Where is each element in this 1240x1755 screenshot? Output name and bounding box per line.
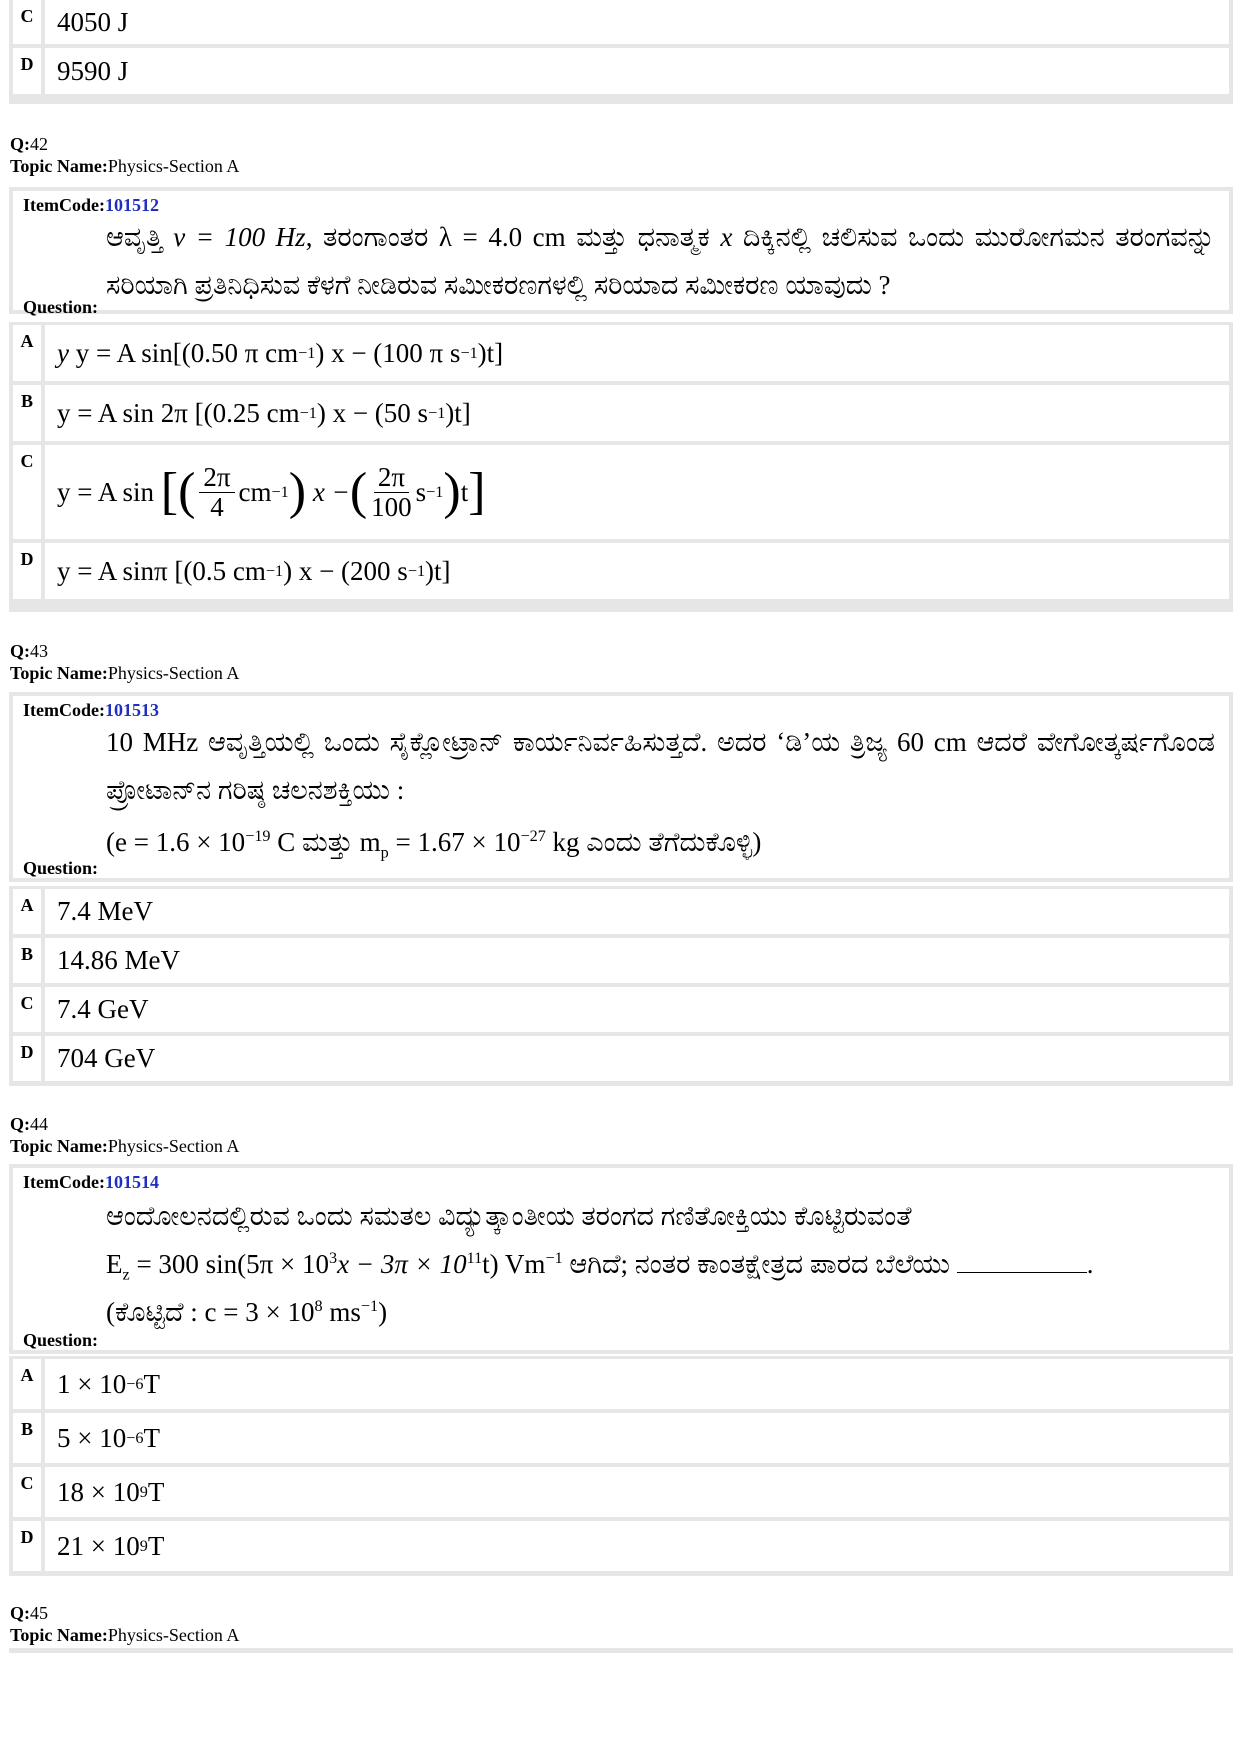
answer-blank: [957, 1272, 1087, 1273]
question-header-45: Q:45 Topic Name:Physics-Section A: [10, 1603, 240, 1645]
question-box-42: [9, 187, 1233, 317]
option-b[interactable]: B y = A sin 2π [(0.25 cm −1 ) x − (50 s −1 )t]: [13, 385, 1229, 441]
option-a[interactable]: A 1 × 10 −6 T: [13, 1359, 1229, 1409]
option-letter: D: [13, 48, 41, 94]
option-c[interactable]: [13, 0, 1229, 44]
option-text: 4050 J: [45, 0, 1229, 44]
option-text: 9590 J: [45, 48, 1229, 94]
options-44: [9, 1356, 1233, 1576]
question-number: 42: [30, 134, 48, 154]
option-text: 18 × 10 9 T: [45, 1467, 1229, 1517]
item-code: ItemCode:101513: [23, 700, 159, 720]
question-box-45-top: [9, 1648, 1233, 1653]
question-header-44: Q:44 Topic Name:Physics-Section A: [10, 1114, 240, 1156]
option-b[interactable]: B 14.86 MeV: [13, 938, 1229, 983]
question-box-43: [9, 692, 1233, 882]
option-text: 7.4 GeV: [45, 987, 1229, 1032]
option-text: y = A sin [( $\frac{2\pi}{4}$ cm −1 ) x − ( $\frac{2\pi}{100}$ s −1 ) t ]: [45, 445, 1229, 539]
topic-name: Physics-Section A: [107, 1136, 240, 1156]
question-box-44: [9, 1164, 1233, 1354]
option-text: y y = A sin[(0.50 π cm −1 ) x − (100 π s −1 )t]: [45, 325, 1229, 381]
option-c[interactable]: C y = A sin [( $\frac{2\pi}{4}$ cm −1 ) x − ( $\frac{2\pi}{100}$ s −1 ) t ]: [13, 445, 1229, 539]
question-number: 45: [30, 1603, 48, 1623]
question-number: 44: [30, 1114, 48, 1134]
question-text: ಆಂದೋಲನದಲ್ಲಿರುವ ಒಂದು ಸಮತಲ ವಿದ್ಯುತ್ಕಾಂತೀಯ ತರಂಗದ ಗಣಿತೋಕ್ತಿಯು ಕೊಟ್ಟಿರುವಂತೆ $E_z = 300$ $\sin(5\pi \times 10^3x - 3\pi \times 10^{11}t)$ $Vm^{-1}$ ಆಗಿದೆ; ನಂತರ ಕಾಂತಕ್ಷೇತ್ರದ ಪಾರದ ಬೆಲೆಯು . (ಕೊಟ್ಟಿದೆ : $c = 3 \times 10^8$ $ms^{-1}$): [106, 1201, 1094, 1327]
option-d[interactable]: D 21 × 10 9 T: [13, 1521, 1229, 1571]
option-text: 704 GeV: [45, 1036, 1229, 1081]
topic-name: Physics-Section A: [107, 156, 240, 176]
option-a[interactable]: A 7.4 MeV: [13, 889, 1229, 934]
topic-name: Physics-Section A: [107, 663, 240, 683]
option-text: 14.86 MeV: [45, 938, 1229, 983]
option-text: y = A sinπ [(0.5 cm −1 ) x − (200 s −1 )t]: [45, 543, 1229, 599]
option-d[interactable]: D 704 GeV: [13, 1036, 1229, 1081]
option-d[interactable]: [13, 48, 1229, 94]
question-label: Question:: [23, 858, 99, 878]
option-b[interactable]: B 5 × 10 −6 T: [13, 1413, 1229, 1463]
option-text: 5 × 10 −6 T: [45, 1413, 1229, 1463]
options-43: [9, 886, 1233, 1086]
option-a[interactable]: A y y = A sin[(0.50 π cm −1 ) x − (100 π s −1 )t]: [13, 325, 1229, 381]
question-text: ಆವೃತ್ತಿ ν = 100 Hz, ತರಂಗಾಂತರ λ = 4.0 cm ಮತ್ತು ಧನಾತ್ಮಕ x ದಿಕ್ಕಿನಲ್ಲಿ ಚಲಿಸುವ ಒಂದು ಮುರೋಗಮನ ತರಂಗವನ್ನು ಸರಿಯಾಗಿ ಪ್ರತಿನಿಧಿಸುವ ಕೆಳಗೆ ನೀಡಿರುವ ಸಮೀಕರಣಗಳಲ್ಲಿ ಸರಿಯಾದ ಸಮೀಕರಣ ಯಾವುದು ?: [106, 222, 1215, 300]
option-d[interactable]: D y = A sinπ [(0.5 cm −1 ) x − (200 s −1 )t]: [13, 543, 1229, 599]
question-number: 43: [30, 641, 48, 661]
item-code: ItemCode:101512: [23, 195, 159, 215]
option-c[interactable]: C 7.4 GeV: [13, 987, 1229, 1032]
question-label: Question:: [23, 1330, 99, 1350]
item-code: ItemCode:101514: [23, 1172, 159, 1192]
question-header-42: Q:42 Topic Name:Physics-Section A: [10, 134, 240, 176]
option-text: 21 × 10 9 T: [45, 1521, 1229, 1571]
option-text: 7.4 MeV: [45, 889, 1229, 934]
option-letter: C: [13, 0, 41, 44]
question-label: Question:: [23, 297, 99, 317]
topic-name: Physics-Section A: [107, 1625, 240, 1645]
options-42: [9, 322, 1233, 612]
option-c[interactable]: C 18 × 10 9 T: [13, 1467, 1229, 1517]
option-text: y = A sin 2π [(0.25 cm −1 ) x − (50 s −1 )t]: [45, 385, 1229, 441]
question-text: 10 MHz ಆವೃತ್ತಿಯಲ್ಲಿ ಒಂದು ಸೈಕ್ಲೋಟ್ರಾನ್ ಕಾರ್ಯನಿರ್ವಹಿಸುತ್ತದೆ. ಅದರ ‘ಡಿ’ಯ ತ್ರಿಜ್ಯ 60 cm ಆದರೆ ವೇಗೋತ್ಕರ್ಷಗೊಂಡ ಪ್ರೋಟಾನ್‌ನ ಗರಿಷ್ಠ ಚಲನಶಕ್ತಿಯು : ($e = 1.6 \times 10^{-19}$ C ಮತ್ತು $m_p = 1.67 \times 10^{-27}$ kg ಎಂದು ತೆಗೆದುಕೊಳ್ಳಿ): [106, 727, 1215, 862]
question-header-43: Q:43 Topic Name:Physics-Section A: [10, 641, 240, 683]
prev-question-options: [9, 0, 1233, 104]
option-text: 1 × 10 −6 T: [45, 1359, 1229, 1409]
